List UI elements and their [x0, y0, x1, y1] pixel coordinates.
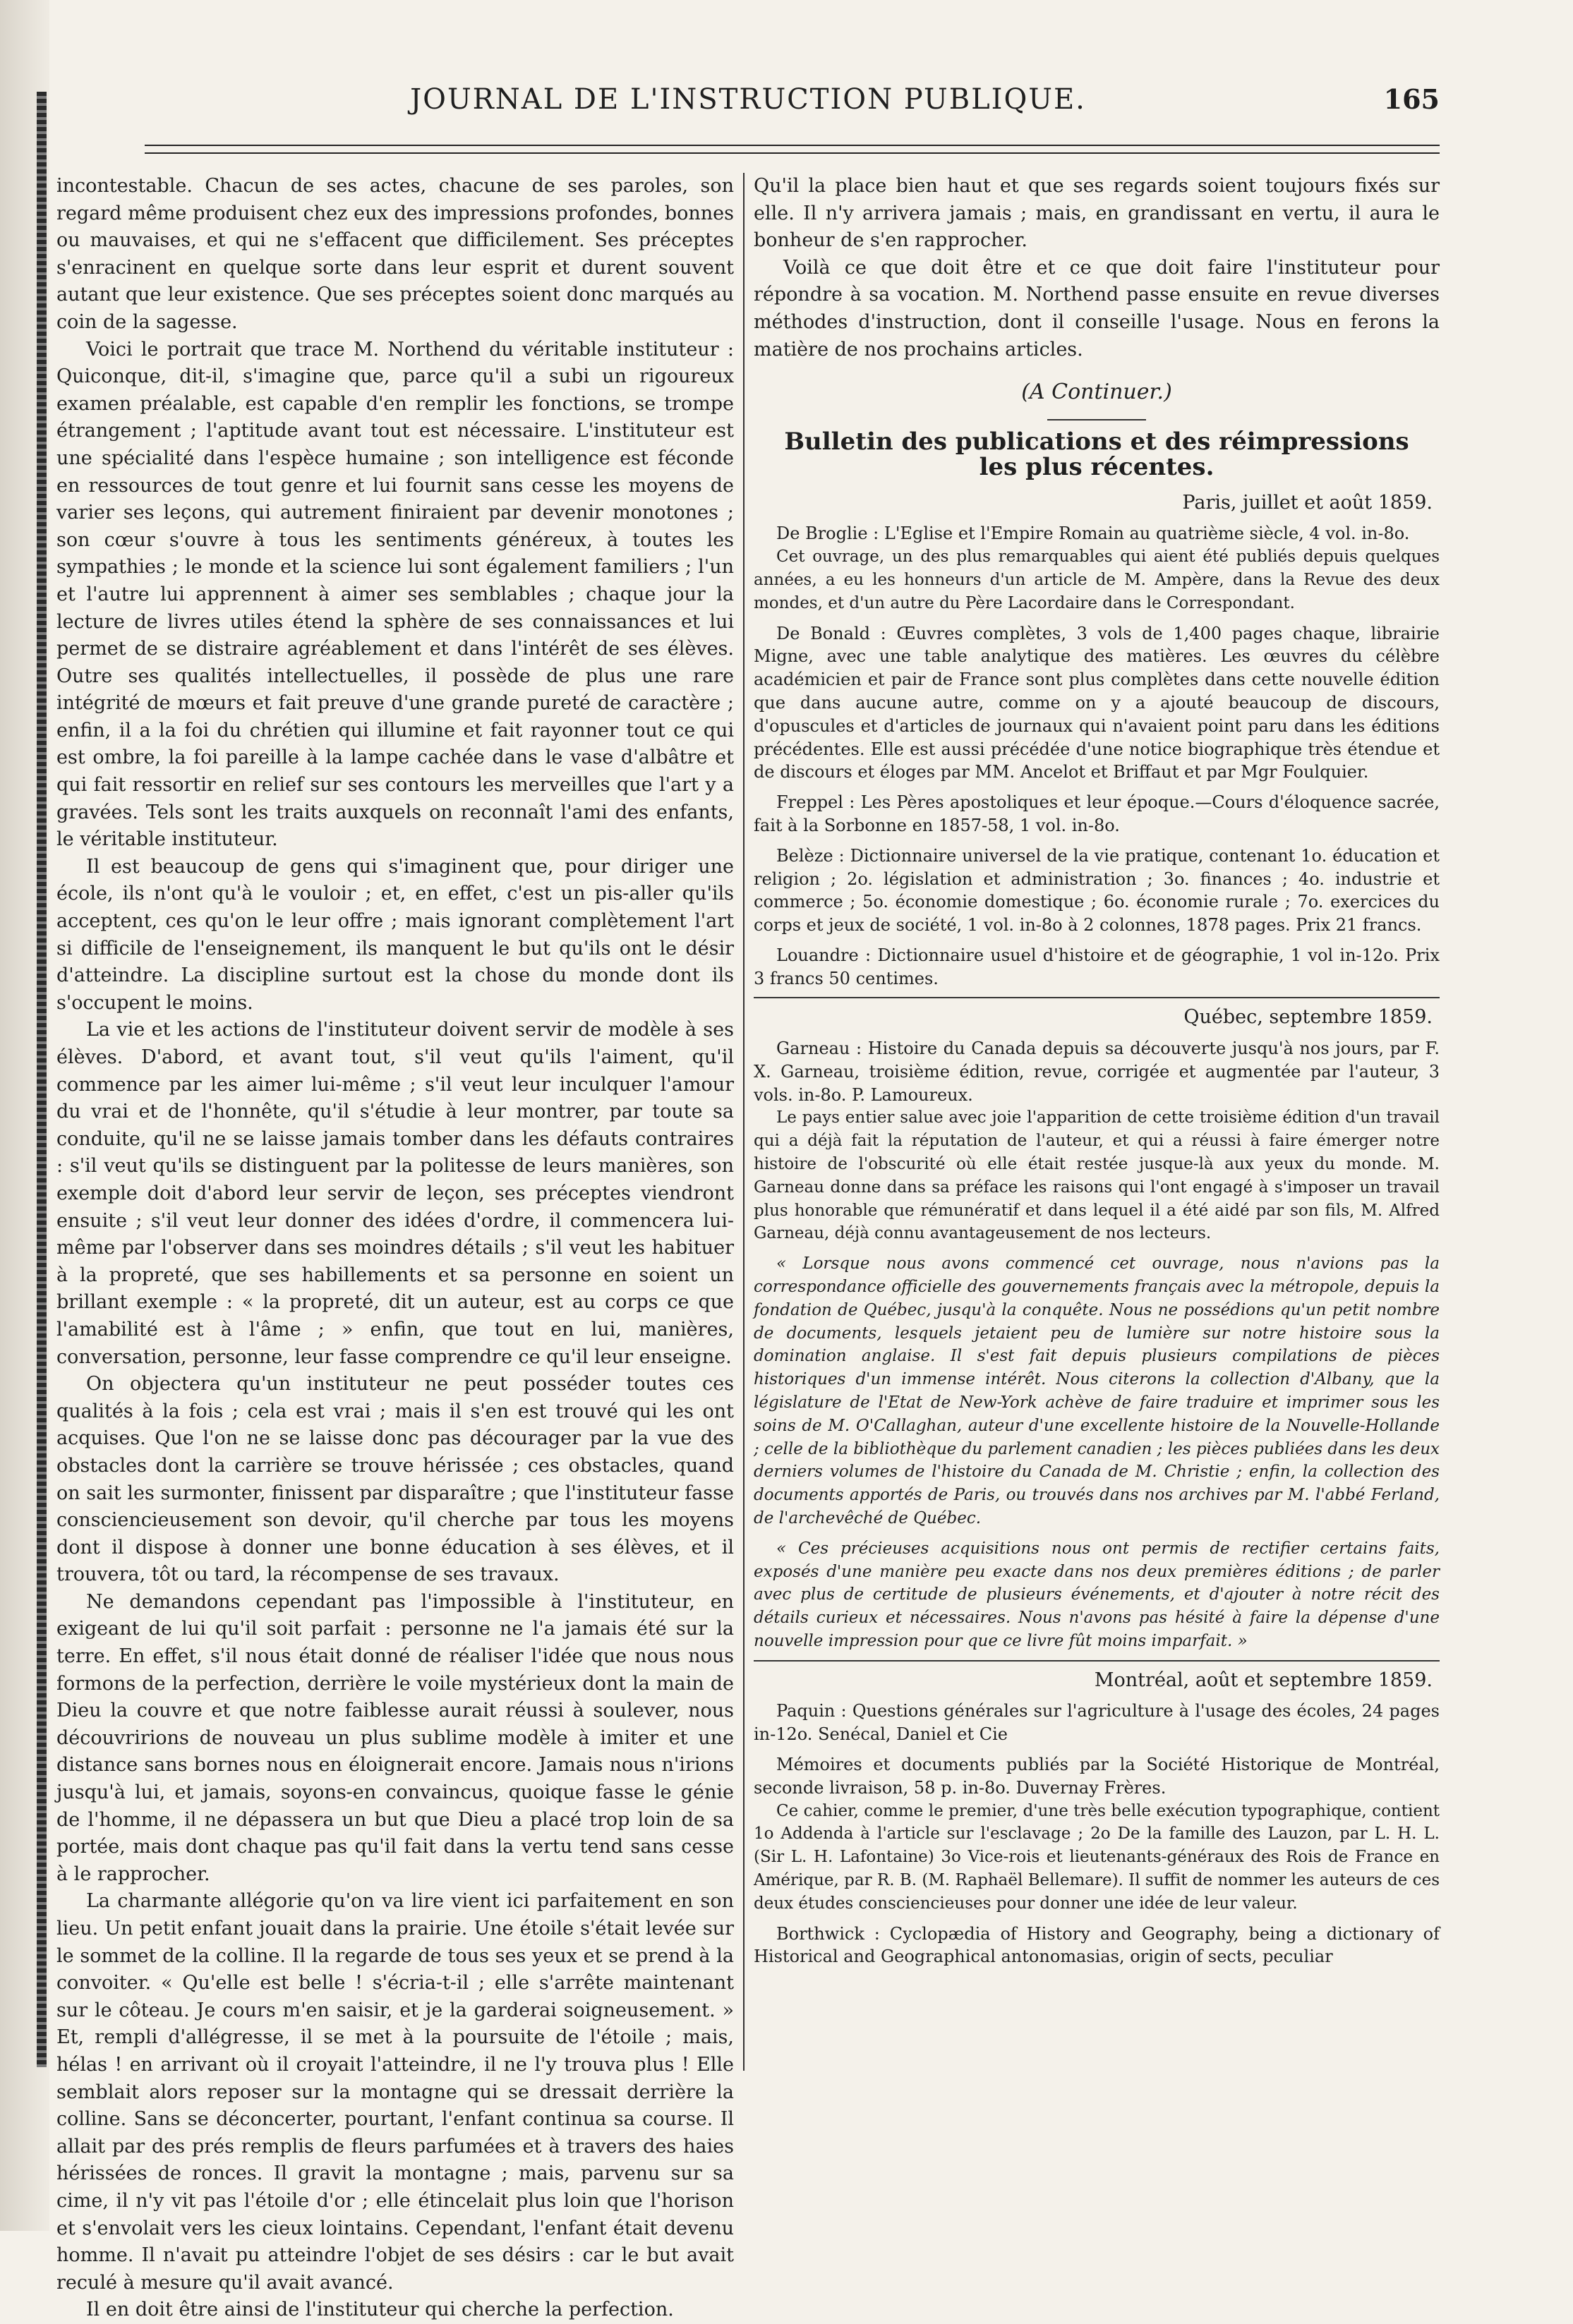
section-rule [1047, 419, 1146, 420]
paragraph: Il en doit être ainsi de l'instituteur qui cherche la perfection. [86, 2299, 674, 2321]
entry-heading: Belèze : Dictionnaire universel de la vie pratique, contenant 1o. éducation et religion ; 2o. législation et administration ; 3o. finances ; 4o. industrie et commerce ; 5o. économie domestique ; 6o. économie rurale ; 7o. exercices du corps et jeux de société, 1 vol. in-8o à 2 colonnes, 1878 pages. Prix 21 francs. [754, 845, 1440, 936]
dateline: Paris, juillet et août 1859. [1182, 491, 1433, 514]
page-number: 165 [1383, 83, 1440, 115]
right-column [754, 173, 1440, 2078]
bulletin-entry [754, 1537, 1440, 1653]
entry-heading: Freppel : Les Pères apostoliques et leur époque.—Cours d'éloquence sacrée, fait à la Sorbonne en 1857-58, 1 vol. in-8o. [754, 792, 1440, 835]
entry-heading: De Bonald : Œuvres complètes, 3 vols de 1,400 pages chaque, librairie Migne, avec une table analytique des matières. Les œuvres du célèbre académicien et pair de France sont plus complètes dans cette nouvelle édition que dans aucune autre, comme on y a ajouté beaucoup de discours, d'opuscules et d'articles de journaux qui n'avaient point paru dans les éditions précédentes. Elle est aussi précédée d'une notice biographique très étendue et de discours et éloges par MM. Ancelot et Briffaut et par Mgr Foulquier. [754, 623, 1440, 782]
bulletin-entry [754, 1037, 1440, 1245]
bulletin-entry [754, 1700, 1440, 1746]
left-column [56, 173, 734, 2321]
bulletin-entry [754, 1753, 1440, 1916]
entry-heading: De Broglie : L'Eglise et l'Empire Romain au quatrième siècle, 4 vol. in-8o. [776, 523, 1410, 544]
paragraph: La charmante allégorie qu'on va lire vient ici parfaitement en son lieu. Un petit enfant jouait dans la prairie. Une étoile s'était levée sur le sommet de la colline. Il la regarde de tous ses yeux et se prend à la convoiter. « Qu'elle est belle ! s'écria-t-il ; elle s'arrête maintenant sur le côteau. Je cours m'en saisir, et je la garderai soigneusement. » Et, rempli d'allégresse, il se met à la poursuite de l'étoile ; mais, hélas ! en arrivant où il croyait l'atteindre, il ne l'y trouva plus ! Elle semblait alors reposer sur la montagne qui se dressait derrière la colline. Sans se déconcerter, pourtant, l'enfant continua sa course. Il allait par des prés remplis de fleurs parfumées et à travers des haies hérissées de ronces. Il gravit la montagne ; mais, parvenu sur sa cime, il n'y vit pas l'étoile d'or ; elle étincelait plus loin que l'horison et s'envolait vers les cieux lointains. Cependant, l'enfant était devenu homme. Il n'avait pu atteindre l'objet de ses désirs : car le but avait reculé à mesure qu'il avait avancé. [56, 1890, 734, 2294]
dateline: Québec, septembre 1859. [1183, 1006, 1433, 1029]
bulletin-title: Bulletin des publications et des réimpressions les plus récentes. [784, 427, 1409, 481]
binding-stitching [37, 92, 47, 2067]
bulletin-entry [754, 1923, 1440, 1969]
column-divider [743, 173, 745, 2071]
entry-heading: Borthwick : Cyclopædia of History and Geography, being a dictionary of Historical and Geographical antonomasias, origin of sects, peculiar [754, 1923, 1440, 1967]
section-rule [754, 1660, 1440, 1662]
bulletin-entry [754, 845, 1440, 937]
entry-heading: Paquin : Questions générales sur l'agriculture à l'usage des écoles, 24 pages in-12o. Senécal, Daniel et Cie [754, 1701, 1440, 1745]
bulletin-entry [754, 1252, 1440, 1530]
paragraph: Voilà ce que doit être et ce que doit faire l'instituteur pour répondre à sa vocation. M. Northend passe ensuite en revue diverses méthodes d'instruction, dont il conseille l'usage. Nous en ferons la matière de nos prochains articles. [754, 256, 1440, 361]
quoted-passage: « Lorsque nous avons commencé cet ouvrage, nous n'avions pas la correspondance officielle des gouvernements français avec la métropole, depuis la fondation de Québec, jusqu'à la conquête. Nous ne possédions qu'un petit nombre de documents, lesquels jetaient peu de lumière sur notre histoire sous la domination anglaise. Il s'est fait depuis plusieurs compilations de pièces historiques d'un immense intérêt. Nous citerons la collection d'Albany, que la législature de l'Etat de New-York achève de faire traduire et imprimer sous les soins de M. O'Callaghan, auteur d'une excellente histoire de la Nouvelle-Hollande ; celle de la bibliothèque du parlement canadien ; les pièces publiées dans les deux derniers volumes de l'histoire du Canada de M. Christie ; enfin, la collection des documents apportés de Paris, ou trouvés dans nos archives par M. l'abbé Ferland, de l'archevêché de Québec. [754, 1254, 1440, 1528]
paragraph: La vie et les actions de l'instituteur doivent servir de modèle à ses élèves. D'abord, et avant tout, s'il veut qu'ils l'aiment, qu'il commence par les aimer lui-même ; s'il veut leur inculquer l'amour du vrai et de l'honnête, qu'il s'étudie à leur montrer, par toute sa conduite, qu'il ne se laisse jamais tomber dans les défauts contraires : s'il veut qu'ils se distinguent par la politesse de leurs manières, son exemple doit d'abord leur servir de leçon, ses préceptes viendront ensuite ; s'il veut leur donner des idées d'ordre, il commencera lui-même par l'observer dans ses moindres détails ; s'il veut les habituer à la propreté, que ses habillements et sa personne en soient un brillant exemple : « la propreté, dit un auteur, est au corps ce que l'amabilité est à l'âme ; » enfin, que tout en lui, manières, conversation, personne, leur fasse comprendre ce qu'il leur enseigne. [56, 1019, 734, 1368]
header-rule-bottom [145, 152, 1440, 154]
bulletin-section-montreal [754, 1667, 1440, 1968]
entry-body: Ce cahier, comme le premier, d'une très belle exécution typographique, contient 1o Addenda à l'article sur l'esclavage ; 2o De la famille des Lauzon, par L. H. L. (Sir L. H. Lafontaine) 3o Vice-rois et lieutenants-généraux des Rois de France en Amérique, par R. B. (M. Raphaël Bellemare). Il suffit de nommer les auteurs de ces deux études consciencieuses pour donner une idée de leur valeur. [754, 1801, 1440, 1913]
continue-note: (A Continuer.) [1021, 380, 1172, 405]
entry-heading: Garneau : Histoire du Canada depuis sa découverte jusqu'à nos jours, par F. X. Garneau, troisième édition, revue, corrigée et augmentée par l'auteur, 3 vols. in-8o. P. Lamoureux. [754, 1039, 1440, 1105]
entry-heading: Mémoires et documents publiés par la Société Historique de Montréal, seconde livraison, 58 p. in-8o. Duvernay Frères. [754, 1754, 1440, 1798]
bulletin-entry [754, 944, 1440, 991]
entry-body: Cet ouvrage, un des plus remarquables qui aient été publiés depuis quelques années, a eu les honneurs d'un article de M. Ampère, dans la Revue des deux mondes, et d'un autre du Père Lacordaire dans le Correspondant. [754, 547, 1440, 612]
bulletin-entry [754, 622, 1440, 785]
journal-title: JOURNAL DE L'INSTRUCTION PUBLIQUE. [410, 83, 1086, 116]
page-header [56, 83, 1440, 133]
paragraph: incontestable. Chacun de ses actes, chacune de ses paroles, son regard même produisent chez eux des impressions profondes, bonnes ou mauvaises, et qui ne s'effacent que difficilement. Ses préceptes s'enracinent en quelque sorte dans leur esprit et durent souvent autant que leur existence. Que ses préceptes soient donc marqués au coin de la sagesse. [56, 175, 734, 333]
paragraph: Voici le portrait que trace M. Northend du véritable instituteur : Quiconque, dit-il, s'imagine que, parce qu'il a subi un rigoureux examen préalable, est capable d'en remplir les fonctions, se trompe étrangement ; l'aptitude avant tout est nécessaire. L'instituteur est une spécialité dans l'espèce humaine ; son intelligence est féconde en ressources de tout genre et lui fournit sans cesse les moyens de varier ses leçons, qui autrement finiraient par devenir monotones ; son cœur s'ouvre à tous les sentiments généreux, à toutes les sympathies ; le monde et la science lui sont également familiers ; l'un et l'autre lui apprennent à aimer ses semblables ; chaque jour la lecture de livres utiles étend la sphère de ses connaissances et lui permet de se distraire agréablement et dans l'intérêt de ses élèves. Outre ses qualités intellectuelles, il possède de plus une rare intégrité de mœurs et fait preuve d'une grande pureté de caractère ; enfin, il a la foi du chrétien qui illumine et fait rayonner tout ce qui est ombre, la foi pareille à la lampe cachée dans le vase d'albâtre et qui fait ressortir en relief sur ses contours les merveilles que l'art y a gravées. Tels sont les traits auxquels on reconnaît l'ami des enfants, le véritable instituteur. [56, 338, 734, 851]
bulletin-entry [754, 522, 1440, 615]
paragraph: Qu'il la place bien haut et que ses regards soient toujours fixés sur elle. Il n'y arrivera jamais ; mais, en grandissant en vertu, il aura le bonheur de s'en rapprocher. [754, 175, 1440, 252]
header-rule-top [145, 145, 1440, 146]
entry-heading: Louandre : Dictionnaire usuel d'histoire et de géographie, 1 vol in-12o. Prix 3 francs 50 centimes. [754, 945, 1440, 988]
bulletin-entry [754, 791, 1440, 837]
bulletin-section-paris [754, 490, 1440, 991]
paragraph: On objectera qu'un instituteur ne peut posséder toutes ces qualités à la fois ; cela est vrai ; mais il s'en est trouvé qui les ont acquises. Que l'on ne se laisse donc pas décourager par la vue des obstacles dont la carrière se trouve hérissée ; ces obstacles, quand on sait les surmonter, finissent par disparaître ; que l'instituteur fasse consciencieusement son devoir, qu'il cherche par tous les moyens dont il dispose à donner une bonne éducation à ses élèves, et il trouvera, tôt ou tard, la récompense de ses travaux. [56, 1373, 734, 1586]
paragraph: Il est beaucoup de gens qui s'imaginent que, pour diriger une école, ils n'ont qu'à le vouloir ; et, en effet, c'est un pis-aller qu'ils acceptent, ces qu'on le leur offre ; mais ignorant complètement l'art si difficile de l'enseignement, ils manquent le but qu'ils ont le désir d'atteindre. La discipline surtout est la chose du monde dont ils s'occupent le moins. [56, 855, 734, 1014]
bulletin-section-quebec [754, 1004, 1440, 1652]
quoted-passage: « Ces précieuses acquisitions nous ont permis de rectifier certains faits, exposés d'une manière peu exacte dans nos deux premières éditions ; de parler avec plus de certitude de plusieurs événements, et d'ajouter à notre récit des détails curieux et nécessaires. Nous n'avons pas hésité à faire la dépense d'une nouvelle impression pour que ce livre fût moins imparfait. » [754, 1539, 1440, 1650]
entry-body: Le pays entier salue avec joie l'apparition de cette troisième édition d'un travail qui a déjà fait la réputation de l'auteur, et qui a réussi à faire émerger notre histoire de l'obscurité où elle était restée jusque-là aux yeux du monde. M. Garneau donne dans sa préface les raisons qui l'ont engagé à s'imposer un travail plus honorable que rémunératif et dans lequel il a été aidé par son fils, M. Alfred Garneau, déjà connu avantageusement de nos lecteurs. [754, 1108, 1440, 1243]
paragraph: Ne demandons cependant pas l'impossible à l'instituteur, en exigeant de lui qu'il soit parfait : personne ne l'a jamais été sur la terre. En effet, s'il nous était donné de réaliser l'idée que nous nous formons de la perfection, derrière le voile mystérieux dont la main de Dieu la couvre et que notre faiblesse aurait réussi à soulever, nous découvririons de nouveau un plus sublime modèle à imiter et une distance sans bornes nous en éloignerait encore. Jamais nous n'irions jusqu'à lui, et jamais, soyons-en convaincus, quoique fasse le génie de l'homme, il ne dépassera un but que Dieu a placé trop loin de sa portée, mais dont chaque pas qu'il fait dans la vertu tend sans cesse à le rapprocher. [56, 1590, 734, 1885]
page-binding-edge [0, 0, 49, 2231]
section-rule [754, 997, 1440, 998]
dateline: Montréal, août et septembre 1859. [1094, 1669, 1433, 1691]
